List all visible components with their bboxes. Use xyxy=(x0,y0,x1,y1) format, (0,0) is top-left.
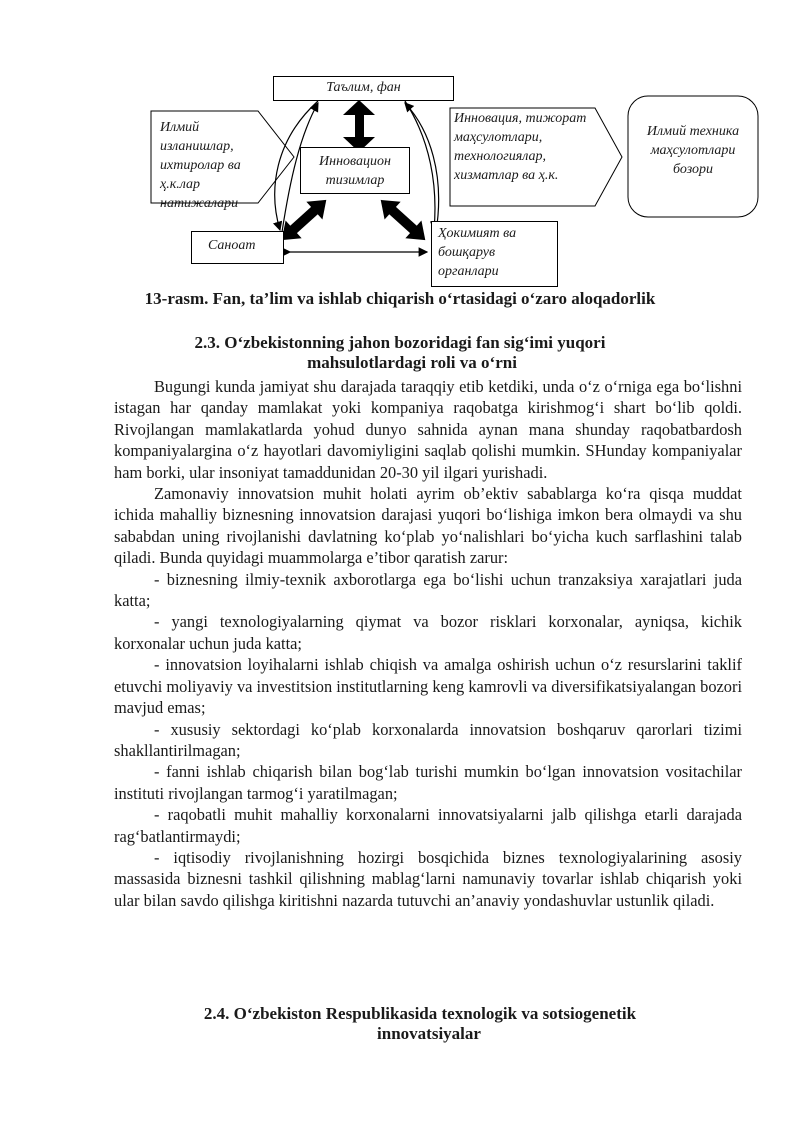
education-science-label: Таълим, фан xyxy=(326,80,401,95)
section-heading-2-3-line1: 2.3. O‘zbekistonning jahon bozoridagi fan sig‘imi yuqori xyxy=(194,333,606,352)
research-results-label: Илмий изланишлар, ихтиролар ва ҳ.к.лар натижалари xyxy=(160,120,241,211)
paragraph: Bugungi kunda jamiyat shu darajada taraqqiy etib ketdiki, unda o‘z o‘rniga ega bo‘lishni istagan har qanday mamlakat yoki kompaniya raqobatga kirishmog‘i shart bo‘lib qoldi. Rivojlangan mamlakatlarda yohud dunyo sahnida aynan mana shunday raqobatbardosh kompaniyalargina o‘z hayotlari davomiyligini saqlab qolishi mumkin. SHunday kompaniyalar ham borki, ular insoniyat tamaddunidan 20-30 yil ilgari yurishadi. xyxy=(114,377,742,482)
market-box xyxy=(634,122,752,192)
list-item: - innovatsion loyihalarni ishlab chiqish va amalga oshirish uchun o‘z resurslarini taklif etuvchi moliyaviy va investitsion institutlarning keng kamrovli va diversifikatsiyalangan bozori mavjud emas; xyxy=(114,655,742,718)
government-label: Ҳокимият ва бошқарув органлари xyxy=(438,226,517,279)
curve-government-to-top xyxy=(405,103,439,232)
list-item: - biznesning ilmiy-texnik axborotlarga ega bo‘lishi uchun tranzaksiya xarajatlari juda katta; xyxy=(114,569,742,611)
innovation-products-box xyxy=(454,109,594,205)
section-heading-2-4-line1: 2.4. O‘zbekiston Respublikasida texnologik va sotsiogenetik xyxy=(203,1004,637,1023)
figure-caption: 13-rasm. Fan, ta’lim va ishlab chiqarish o‘rtasidagi o‘zaro aloqadorlik xyxy=(144,289,656,308)
innovation-systems-label: Инновацион тизимлар xyxy=(319,154,391,188)
industry-label: Саноат xyxy=(208,238,256,253)
section-heading-2-3-line2: mahsulotlardagi roli va o‘rni xyxy=(307,353,517,372)
section-heading-2-4 xyxy=(0,1004,800,1044)
list-item: - iqtisodiy rivojlanishning hozirgi bosqichida biznes texnologiyalarining asosiy massasida biznesni tashkil qilishning mablag‘larni namunaviy tovarlar ishlab chiqarish yoki ular bilan savdo qilishga kiritishni nazarda tutuvchi an’anaviy yondashuvlar ustunlik qiladi. xyxy=(114,847,742,910)
industry-box xyxy=(191,231,284,264)
list-item: - raqobatli muhit mahalliy korxonalarni innovatsiyalarni jalb qilishga etarli darajada rag‘batlantirmaydi; xyxy=(114,805,742,846)
list-item: - fanni ishlab chiqarish bilan bog‘lab turishi mumkin bo‘lgan innovatsion vositachilar instituti rivojlangan tarmog‘i yaratilmagan; xyxy=(114,762,742,803)
education-science-box xyxy=(273,76,454,101)
market-label: Илмий техника маҳсулотлари бозори xyxy=(646,124,740,177)
double-arrow-vertical xyxy=(343,100,375,152)
paragraph: Zamonaviy innovatsion muhit holati ayrim ob’ektiv sabablarga ko‘ra qisqa muddat ichida mahalliy biznesning innovatsion darajasi yuqori bo‘lishiga imkon bera olmaydi va shu sababdan uning rivojlanishi davlatning ko‘plab yo‘nalishlari bo‘yicha kuch sarflashini talab qiladi. Bunda quyidagi muammolarga e’tibor qaratish zarur: xyxy=(114,484,742,568)
list-item: - xususiy sektordagi ko‘plab korxonalarda innovatsion boshqaruv qarorlari tizimi shakllantirilmagan; xyxy=(114,719,742,760)
research-results-box xyxy=(160,118,260,211)
relationship-diagram xyxy=(0,0,800,290)
section-heading-2-3 xyxy=(0,333,800,373)
government-box xyxy=(431,221,558,287)
list-item: - yangi texnologiyalarning qiymat va bozor risklari korxonalar, ayniqsa, kichik korxonalar uchun juda katta; xyxy=(114,612,742,653)
innovation-products-label: Инновация, тижорат маҳсулотлари, технологиялар, хизматлар ва ҳ.к. xyxy=(454,111,587,183)
body-text xyxy=(114,376,742,911)
double-arrow-right-diagonal xyxy=(373,191,434,249)
innovation-systems-box xyxy=(300,147,410,194)
section-heading-2-4-line2: innovatsiyalar xyxy=(377,1024,481,1043)
